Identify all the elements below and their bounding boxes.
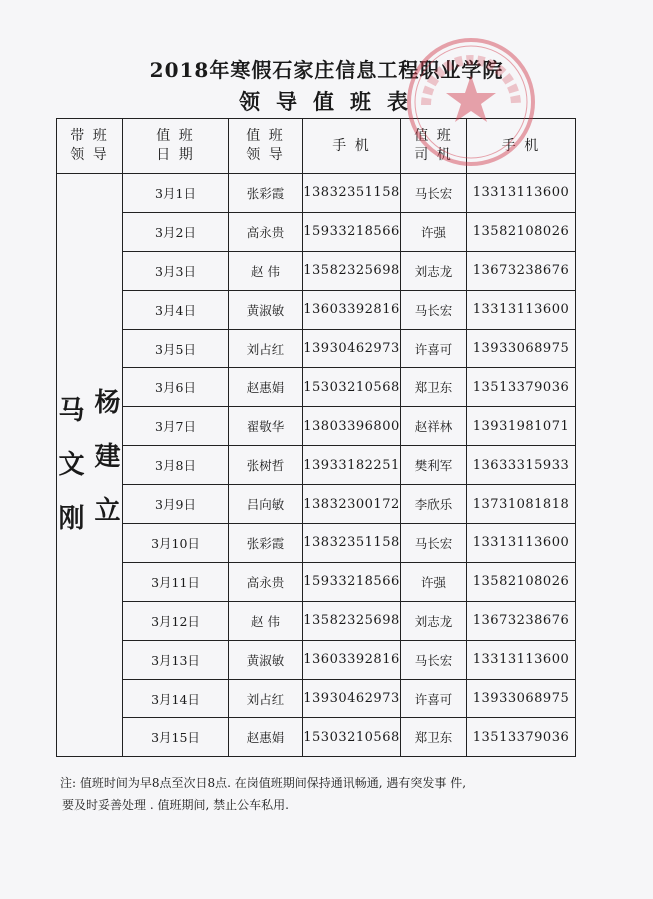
cell-phone: 13603392816 <box>303 290 401 329</box>
cell-date: 3月11日 <box>123 562 229 601</box>
cell-leader: 张树哲 <box>229 446 303 485</box>
cell-leader: 赵惠娟 <box>229 368 303 407</box>
supervisor-char: 文 <box>58 450 85 481</box>
cell-driver: 马长宏 <box>401 524 467 563</box>
cell-phone: 13832300172 <box>303 485 401 524</box>
cell-driver-phone: 13933068975 <box>467 329 576 368</box>
cell-driver: 马长宏 <box>401 174 467 213</box>
cell-phone: 15933218566 <box>303 212 401 251</box>
table-row <box>57 407 576 446</box>
cell-date: 3月10日 <box>123 524 229 563</box>
table-row <box>57 329 576 368</box>
cell-driver-phone: 13633315933 <box>467 446 576 485</box>
cell-driver-phone: 13582108026 <box>467 212 576 251</box>
cell-leader: 高永贵 <box>229 212 303 251</box>
cell-phone: 13933182251 <box>303 446 401 485</box>
header-leader: 值 班 领 导 <box>229 119 303 174</box>
cell-leader: 黄淑敏 <box>229 640 303 679</box>
cell-driver-phone: 13513379036 <box>467 368 576 407</box>
table-row <box>57 679 576 718</box>
cell-date: 3月13日 <box>123 640 229 679</box>
cell-date: 3月9日 <box>123 485 229 524</box>
supervisor-char: 建 <box>94 442 121 473</box>
table-row <box>57 368 576 407</box>
supervisor-cell <box>57 174 123 757</box>
table-row <box>57 174 576 213</box>
table-row <box>57 562 576 601</box>
footnote-line-2: 要及时妥善处理 . 值班期间, 禁止公车私用. <box>62 798 289 812</box>
cell-date: 3月8日 <box>123 446 229 485</box>
cell-leader: 刘占红 <box>229 329 303 368</box>
cell-leader: 刘占红 <box>229 679 303 718</box>
cell-driver-phone: 13673238676 <box>467 251 576 290</box>
table-row <box>57 251 576 290</box>
cell-leader: 张彩霞 <box>229 524 303 563</box>
cell-driver: 李欣乐 <box>401 485 467 524</box>
table-row <box>57 290 576 329</box>
cell-leader: 黄淑敏 <box>229 290 303 329</box>
document-title: 2018年寒假石家庄信息工程职业学院 <box>149 58 504 82</box>
table-header-row <box>57 119 576 174</box>
supervisor-char: 立 <box>94 496 121 527</box>
cell-driver: 许强 <box>401 562 467 601</box>
cell-date: 3月4日 <box>123 290 229 329</box>
header-driver-phone: 手 机 <box>467 119 576 174</box>
cell-date: 3月2日 <box>123 212 229 251</box>
cell-driver: 许喜可 <box>401 329 467 368</box>
cell-leader: 高永贵 <box>229 562 303 601</box>
cell-driver-phone: 13673238676 <box>467 601 576 640</box>
cell-driver: 郑卫东 <box>401 368 467 407</box>
cell-driver: 许喜可 <box>401 679 467 718</box>
cell-leader: 赵惠娟 <box>229 718 303 757</box>
cell-driver-phone: 13582108026 <box>467 562 576 601</box>
cell-phone: 15933218566 <box>303 562 401 601</box>
cell-date: 3月5日 <box>123 329 229 368</box>
cell-phone: 15303210568 <box>303 718 401 757</box>
header-lead: 带 班 领 导 <box>57 119 123 174</box>
cell-driver-phone: 13731081818 <box>467 485 576 524</box>
footnote <box>60 772 580 816</box>
supervisor-char: 杨 <box>94 388 121 419</box>
cell-date: 3月7日 <box>123 407 229 446</box>
table-row <box>57 212 576 251</box>
table-row <box>57 524 576 563</box>
supervisor-name-2 <box>95 376 121 546</box>
table-row <box>57 446 576 485</box>
cell-driver: 刘志龙 <box>401 601 467 640</box>
cell-driver-phone: 13933068975 <box>467 679 576 718</box>
supervisor-char: 刚 <box>58 504 85 535</box>
cell-date: 3月15日 <box>123 718 229 757</box>
document-subtitle: 领导值班表 <box>239 89 424 114</box>
cell-driver-phone: 13313113600 <box>467 290 576 329</box>
cell-leader: 赵 伟 <box>229 251 303 290</box>
table-row <box>57 718 576 757</box>
cell-driver: 马长宏 <box>401 640 467 679</box>
cell-phone: 13603392816 <box>303 640 401 679</box>
cell-phone: 13803396800 <box>303 407 401 446</box>
cell-driver: 刘志龙 <box>401 251 467 290</box>
cell-phone: 15303210568 <box>303 368 401 407</box>
cell-leader: 赵 伟 <box>229 601 303 640</box>
supervisor-name-1 <box>58 384 84 546</box>
cell-phone: 13582325698 <box>303 251 401 290</box>
cell-date: 3月6日 <box>123 368 229 407</box>
cell-driver-phone: 13313113600 <box>467 524 576 563</box>
table-row <box>57 640 576 679</box>
cell-driver-phone: 13313113600 <box>467 640 576 679</box>
cell-driver-phone: 13313113600 <box>467 174 576 213</box>
cell-phone: 13582325698 <box>303 601 401 640</box>
cell-driver: 许强 <box>401 212 467 251</box>
cell-driver: 樊利军 <box>401 446 467 485</box>
table-row <box>57 485 576 524</box>
cell-date: 3月3日 <box>123 251 229 290</box>
cell-leader: 张彩霞 <box>229 174 303 213</box>
supervisor-char: 马 <box>58 396 85 427</box>
cell-driver: 马长宏 <box>401 290 467 329</box>
cell-leader: 翟敬华 <box>229 407 303 446</box>
cell-phone: 13832351158 <box>303 524 401 563</box>
cell-phone: 13930462973 <box>303 679 401 718</box>
header-date: 值 班 日 期 <box>123 119 229 174</box>
footnote-line-1: 注: 值班时间为早8点至次日8点. 在岗值班期间保持通讯畅通, 遇有突发事 件, <box>60 776 467 790</box>
duty-table <box>56 118 576 757</box>
cell-date: 3月14日 <box>123 679 229 718</box>
cell-driver: 赵祥林 <box>401 407 467 446</box>
table-row <box>57 601 576 640</box>
cell-leader: 吕向敏 <box>229 485 303 524</box>
cell-driver: 郑卫东 <box>401 718 467 757</box>
cell-driver-phone: 13513379036 <box>467 718 576 757</box>
cell-driver-phone: 13931981071 <box>467 407 576 446</box>
cell-date: 3月12日 <box>123 601 229 640</box>
header-driver: 值 班 司 机 <box>401 119 467 174</box>
cell-phone: 13930462973 <box>303 329 401 368</box>
cell-phone: 13832351158 <box>303 174 401 213</box>
header-phone: 手 机 <box>303 119 401 174</box>
cell-date: 3月1日 <box>123 174 229 213</box>
